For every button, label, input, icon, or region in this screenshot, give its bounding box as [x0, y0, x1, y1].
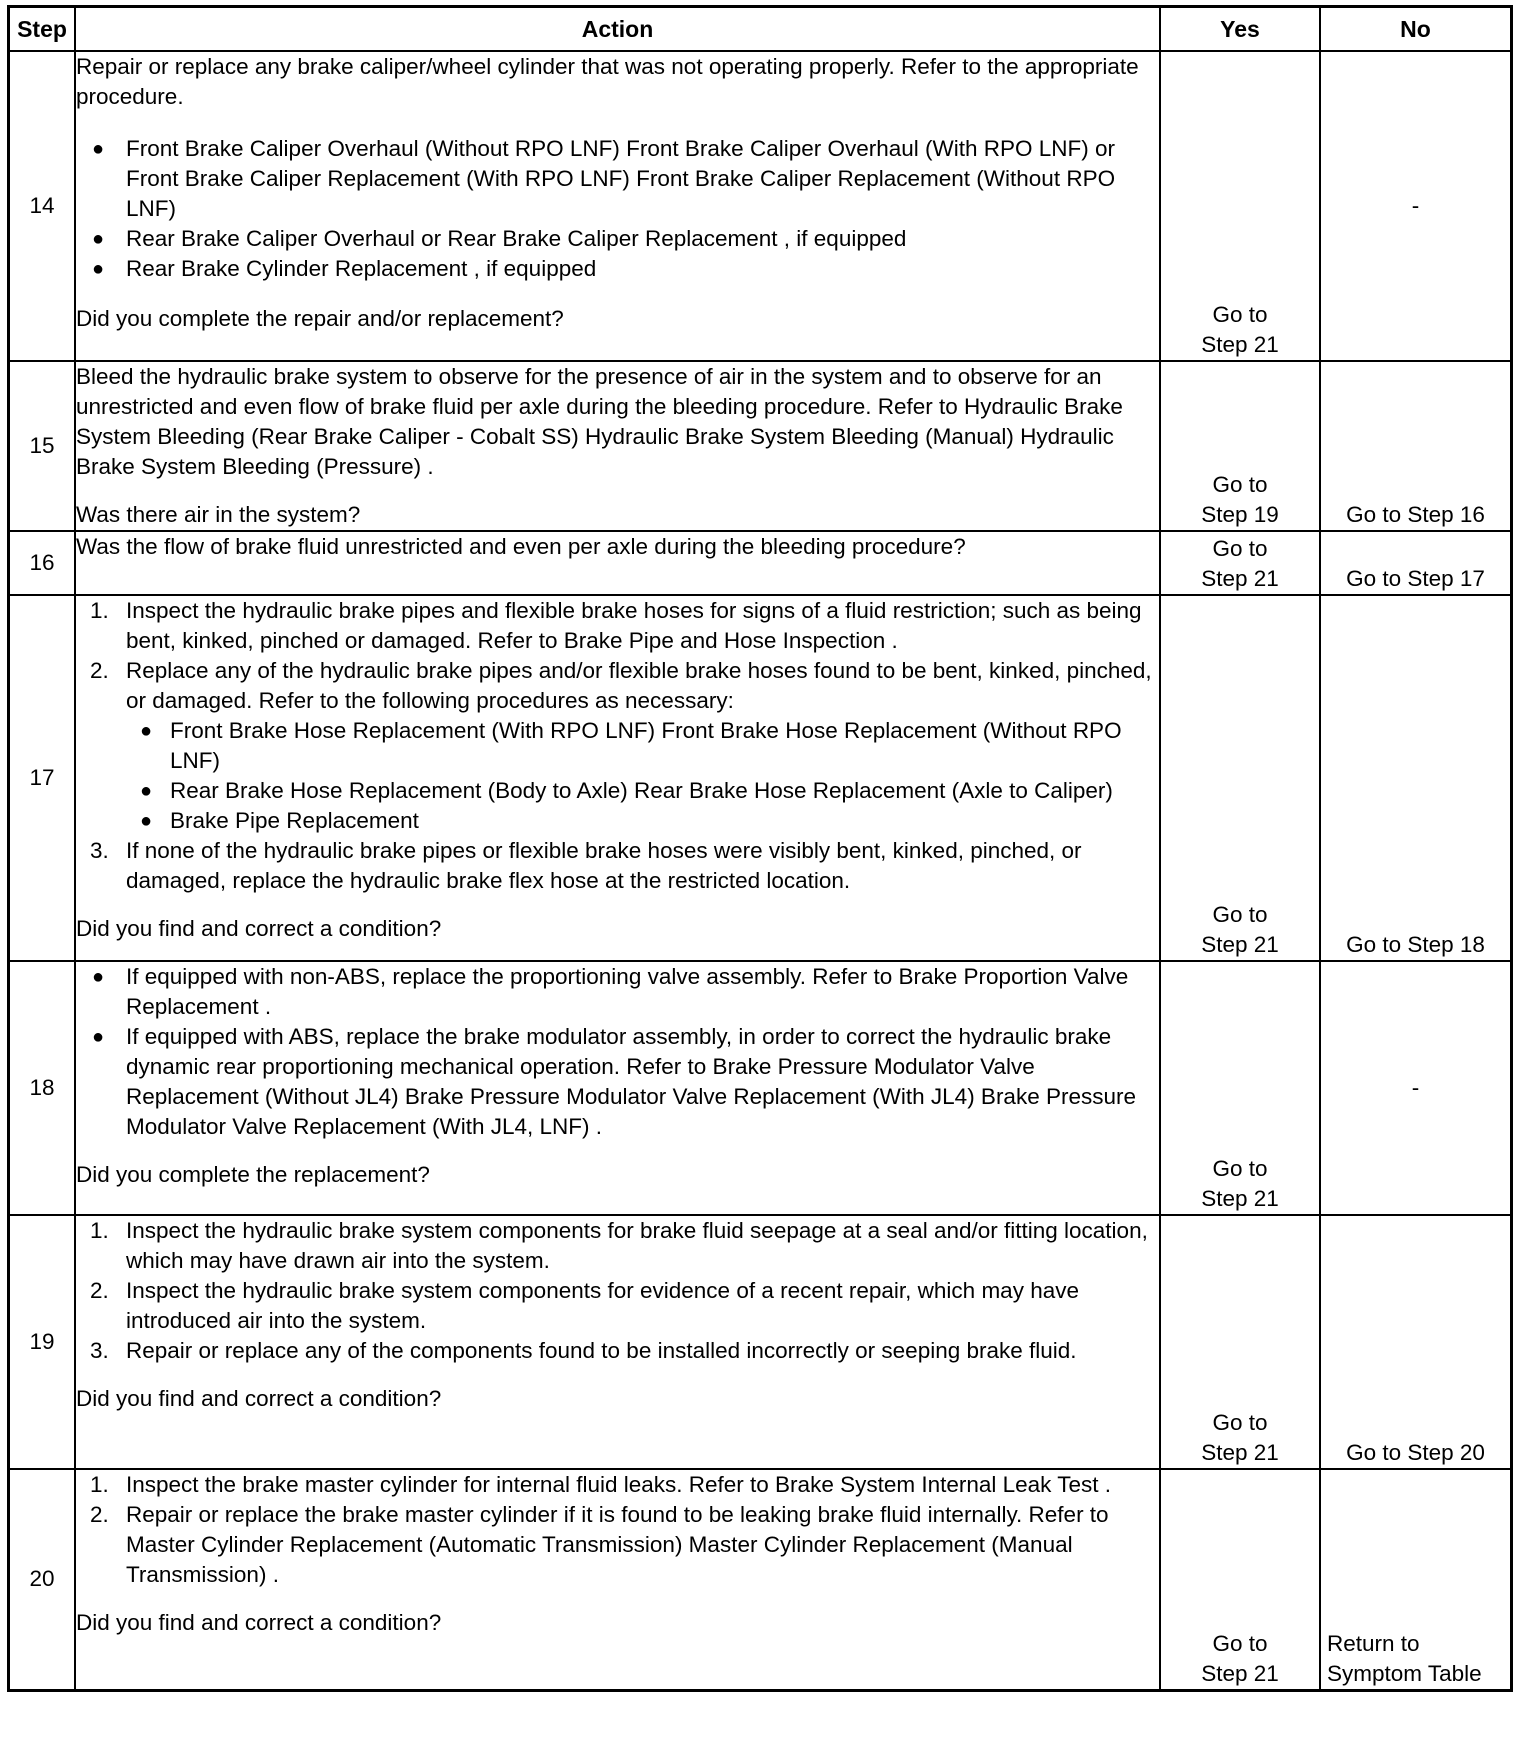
action-question: Did you find and correct a condition?	[76, 916, 442, 941]
item-text: If none of the hydraulic brake pipes or flexible brake hoses were visibly bent, kinked, pinched, or damaged, replace the hydraulic brake flex hose at the restricted location.	[126, 838, 1082, 893]
no-cell: Go to Step 17	[1320, 531, 1512, 595]
item-text: Repair or replace any of the components found to be installed incorrectly or seeping brake fluid.	[126, 1338, 1077, 1363]
list-item	[76, 1276, 1159, 1336]
action-cell	[75, 961, 1160, 1215]
action-question: Did you complete the replacement?	[76, 1162, 430, 1187]
list-item	[76, 1216, 1159, 1276]
action-cell	[75, 595, 1160, 961]
yes-line-1: Go to	[1212, 1410, 1268, 1435]
action-question: Did you complete the repair and/or replacement?	[76, 306, 564, 331]
item-number: 2.	[90, 1502, 109, 1527]
step-number: 18	[9, 961, 76, 1215]
yes-line-1: Go to	[1212, 302, 1268, 327]
yes-line-2: Step 21	[1201, 566, 1279, 591]
header-step: Step	[9, 7, 76, 52]
item-text: Repair or replace the brake master cylinder if it is found to be leaking brake fluid internally. Refer to Master Cylinder Replacement (Automatic Transmission) Master Cylinder Replacement (Manual Transmission) .	[126, 1502, 1109, 1587]
item-number: 1.	[90, 598, 109, 623]
list-item: ● If equipped with non-ABS, replace the proportioning valve assembly. Refer to Brake Proportion Valve Replacement .	[76, 962, 1159, 1022]
list-item: ● Front Brake Caliper Overhaul (Without RPO LNF) Front Brake Caliper Overhaul (With RPO LNF) or Front Brake Caliper Replacement (With RPO LNF) Front Brake Caliper Replacement (Without RPO LNF)	[76, 134, 1159, 224]
yes-line-1: Go to	[1212, 536, 1268, 561]
yes-cell	[1160, 531, 1320, 595]
table-row-step-19	[9, 1215, 1512, 1469]
action-cell	[75, 1215, 1160, 1469]
table-row-step-15	[9, 361, 1512, 531]
yes-cell	[1160, 1469, 1320, 1690]
procedure-steps	[76, 1470, 1159, 1590]
no-cell: Go to Step 20	[1320, 1215, 1512, 1469]
yes-line-2: Step 19	[1201, 502, 1279, 527]
no-cell: Go to Step 18	[1320, 595, 1512, 961]
table-header-row	[9, 7, 1512, 52]
table-row-step-16	[9, 531, 1512, 595]
yes-line-2: Step 21	[1201, 1186, 1279, 1211]
item-text: Inspect the brake master cylinder for internal fluid leaks. Refer to Brake System Internal Leak Test .	[126, 1472, 1112, 1497]
item-text: Replace any of the hydraulic brake pipes and/or flexible brake hoses found to be bent, kinked, pinched, or damaged. Refer to the following procedures as necessary:	[126, 658, 1152, 713]
step-number: 16	[9, 531, 76, 595]
header-action: Action	[75, 7, 1160, 52]
action-intro: Bleed the hydraulic brake system to observe for the presence of air in the system and to observe for an unrestricted and even flow of brake fluid per axle during the bleeding procedure. Refer to Hydraulic Brake System Bleeding (Rear Brake Caliper - Cobalt SS) Hydraulic Brake System Bleeding (Manual) Hydraulic Brake System Bleeding (Pressure) .	[76, 364, 1123, 479]
action-question: Did you find and correct a condition?	[76, 1386, 442, 1411]
no-cell: -	[1320, 51, 1512, 361]
yes-line-2: Step 21	[1201, 332, 1279, 357]
yes-cell	[1160, 1215, 1320, 1469]
yes-line-1: Go to	[1212, 902, 1268, 927]
yes-cell	[1160, 51, 1320, 361]
item-text: Inspect the hydraulic brake system components for evidence of a recent repair, which may have introduced air into the system.	[126, 1278, 1079, 1333]
table-row-step-14	[9, 51, 1512, 361]
list-item	[76, 1336, 1159, 1366]
item-number: 2.	[90, 658, 109, 683]
action-question: Did you find and correct a condition?	[76, 1610, 442, 1635]
action-cell	[75, 1469, 1160, 1690]
list-item	[76, 596, 1159, 656]
item-text: Inspect the hydraulic brake system components for brake fluid seepage at a seal and/or fitting location, which may have drawn air into the system.	[126, 1218, 1148, 1273]
list-item: ● Front Brake Hose Replacement (With RPO LNF) Front Brake Hose Replacement (Without RPO LNF)	[126, 716, 1159, 776]
list-item	[76, 1500, 1159, 1590]
item-number: 1.	[90, 1218, 109, 1243]
list-item: ● Rear Brake Hose Replacement (Body to Axle) Rear Brake Hose Replacement (Axle to Caliper)	[126, 776, 1159, 806]
list-item: ● Brake Pipe Replacement	[126, 806, 1159, 836]
step-number: 14	[9, 51, 76, 361]
no-cell: -	[1320, 961, 1512, 1215]
diagnostic-table-page	[7, 5, 1513, 1692]
table-row-step-18	[9, 961, 1512, 1215]
item-text: Inspect the hydraulic brake pipes and flexible brake hoses for signs of a fluid restriction; such as being bent, kinked, pinched or damaged. Refer to Brake Pipe and Hose Inspection .	[126, 598, 1142, 653]
step-number: 20	[9, 1469, 76, 1690]
yes-cell	[1160, 595, 1320, 961]
procedure-steps	[76, 1216, 1159, 1366]
item-number: 2.	[90, 1278, 109, 1303]
list-item	[76, 656, 1159, 836]
list-item: ● Rear Brake Caliper Overhaul or Rear Brake Caliper Replacement , if equipped	[76, 224, 1159, 254]
diagnostic-table	[7, 5, 1513, 1692]
table-row-step-20	[9, 1469, 1512, 1690]
yes-line-2: Step 21	[1201, 932, 1279, 957]
procedure-steps	[76, 596, 1159, 896]
item-number: 3.	[90, 1338, 109, 1363]
action-question: Was there air in the system?	[76, 502, 361, 527]
list-item: ● Rear Brake Cylinder Replacement , if equipped	[76, 254, 1159, 284]
yes-cell	[1160, 961, 1320, 1215]
step-number: 17	[9, 595, 76, 961]
action-cell	[75, 361, 1160, 531]
action-question: Was the flow of brake fluid unrestricted and even per axle during the bleeding procedure?	[76, 534, 966, 559]
step-number: 19	[9, 1215, 76, 1469]
yes-line-1: Go to	[1212, 472, 1268, 497]
header-yes: Yes	[1160, 7, 1320, 52]
table-row-step-17	[9, 595, 1512, 961]
no-line-2: Symptom Table	[1327, 1660, 1482, 1686]
procedure-list	[76, 962, 1159, 1142]
header-no: No	[1320, 7, 1512, 52]
action-intro: Repair or replace any brake caliper/wheel cylinder that was not operating properly. Refer to the appropriate procedure.	[76, 54, 1139, 109]
no-line-1: Return to	[1327, 1630, 1420, 1656]
yes-line-2: Step 21	[1201, 1660, 1279, 1686]
yes-line-1: Go to	[1212, 1156, 1268, 1181]
list-item	[76, 1470, 1159, 1500]
sub-procedure-list	[126, 716, 1159, 836]
step-number: 15	[9, 361, 76, 531]
item-number: 1.	[90, 1472, 109, 1497]
action-cell	[75, 531, 1160, 595]
yes-line-1: Go to	[1212, 1630, 1268, 1656]
list-item	[76, 836, 1159, 896]
procedure-list	[76, 134, 1159, 284]
yes-line-2: Step 21	[1201, 1440, 1279, 1465]
action-cell	[75, 51, 1160, 361]
no-cell: Go to Step 16	[1320, 361, 1512, 531]
list-item: ● If equipped with ABS, replace the brake modulator assembly, in order to correct the hydraulic brake dynamic rear proportioning mechanical operation. Refer to Brake Pressure Modulator Valve Replacement (Without JL4) Brake Pressure Modulator Valve Replacement (With JL4) Brake Pressure Modulator Valve Replacement (With JL4, LNF) .	[76, 1022, 1159, 1142]
item-number: 3.	[90, 838, 109, 863]
yes-cell	[1160, 361, 1320, 531]
no-cell	[1320, 1469, 1512, 1690]
